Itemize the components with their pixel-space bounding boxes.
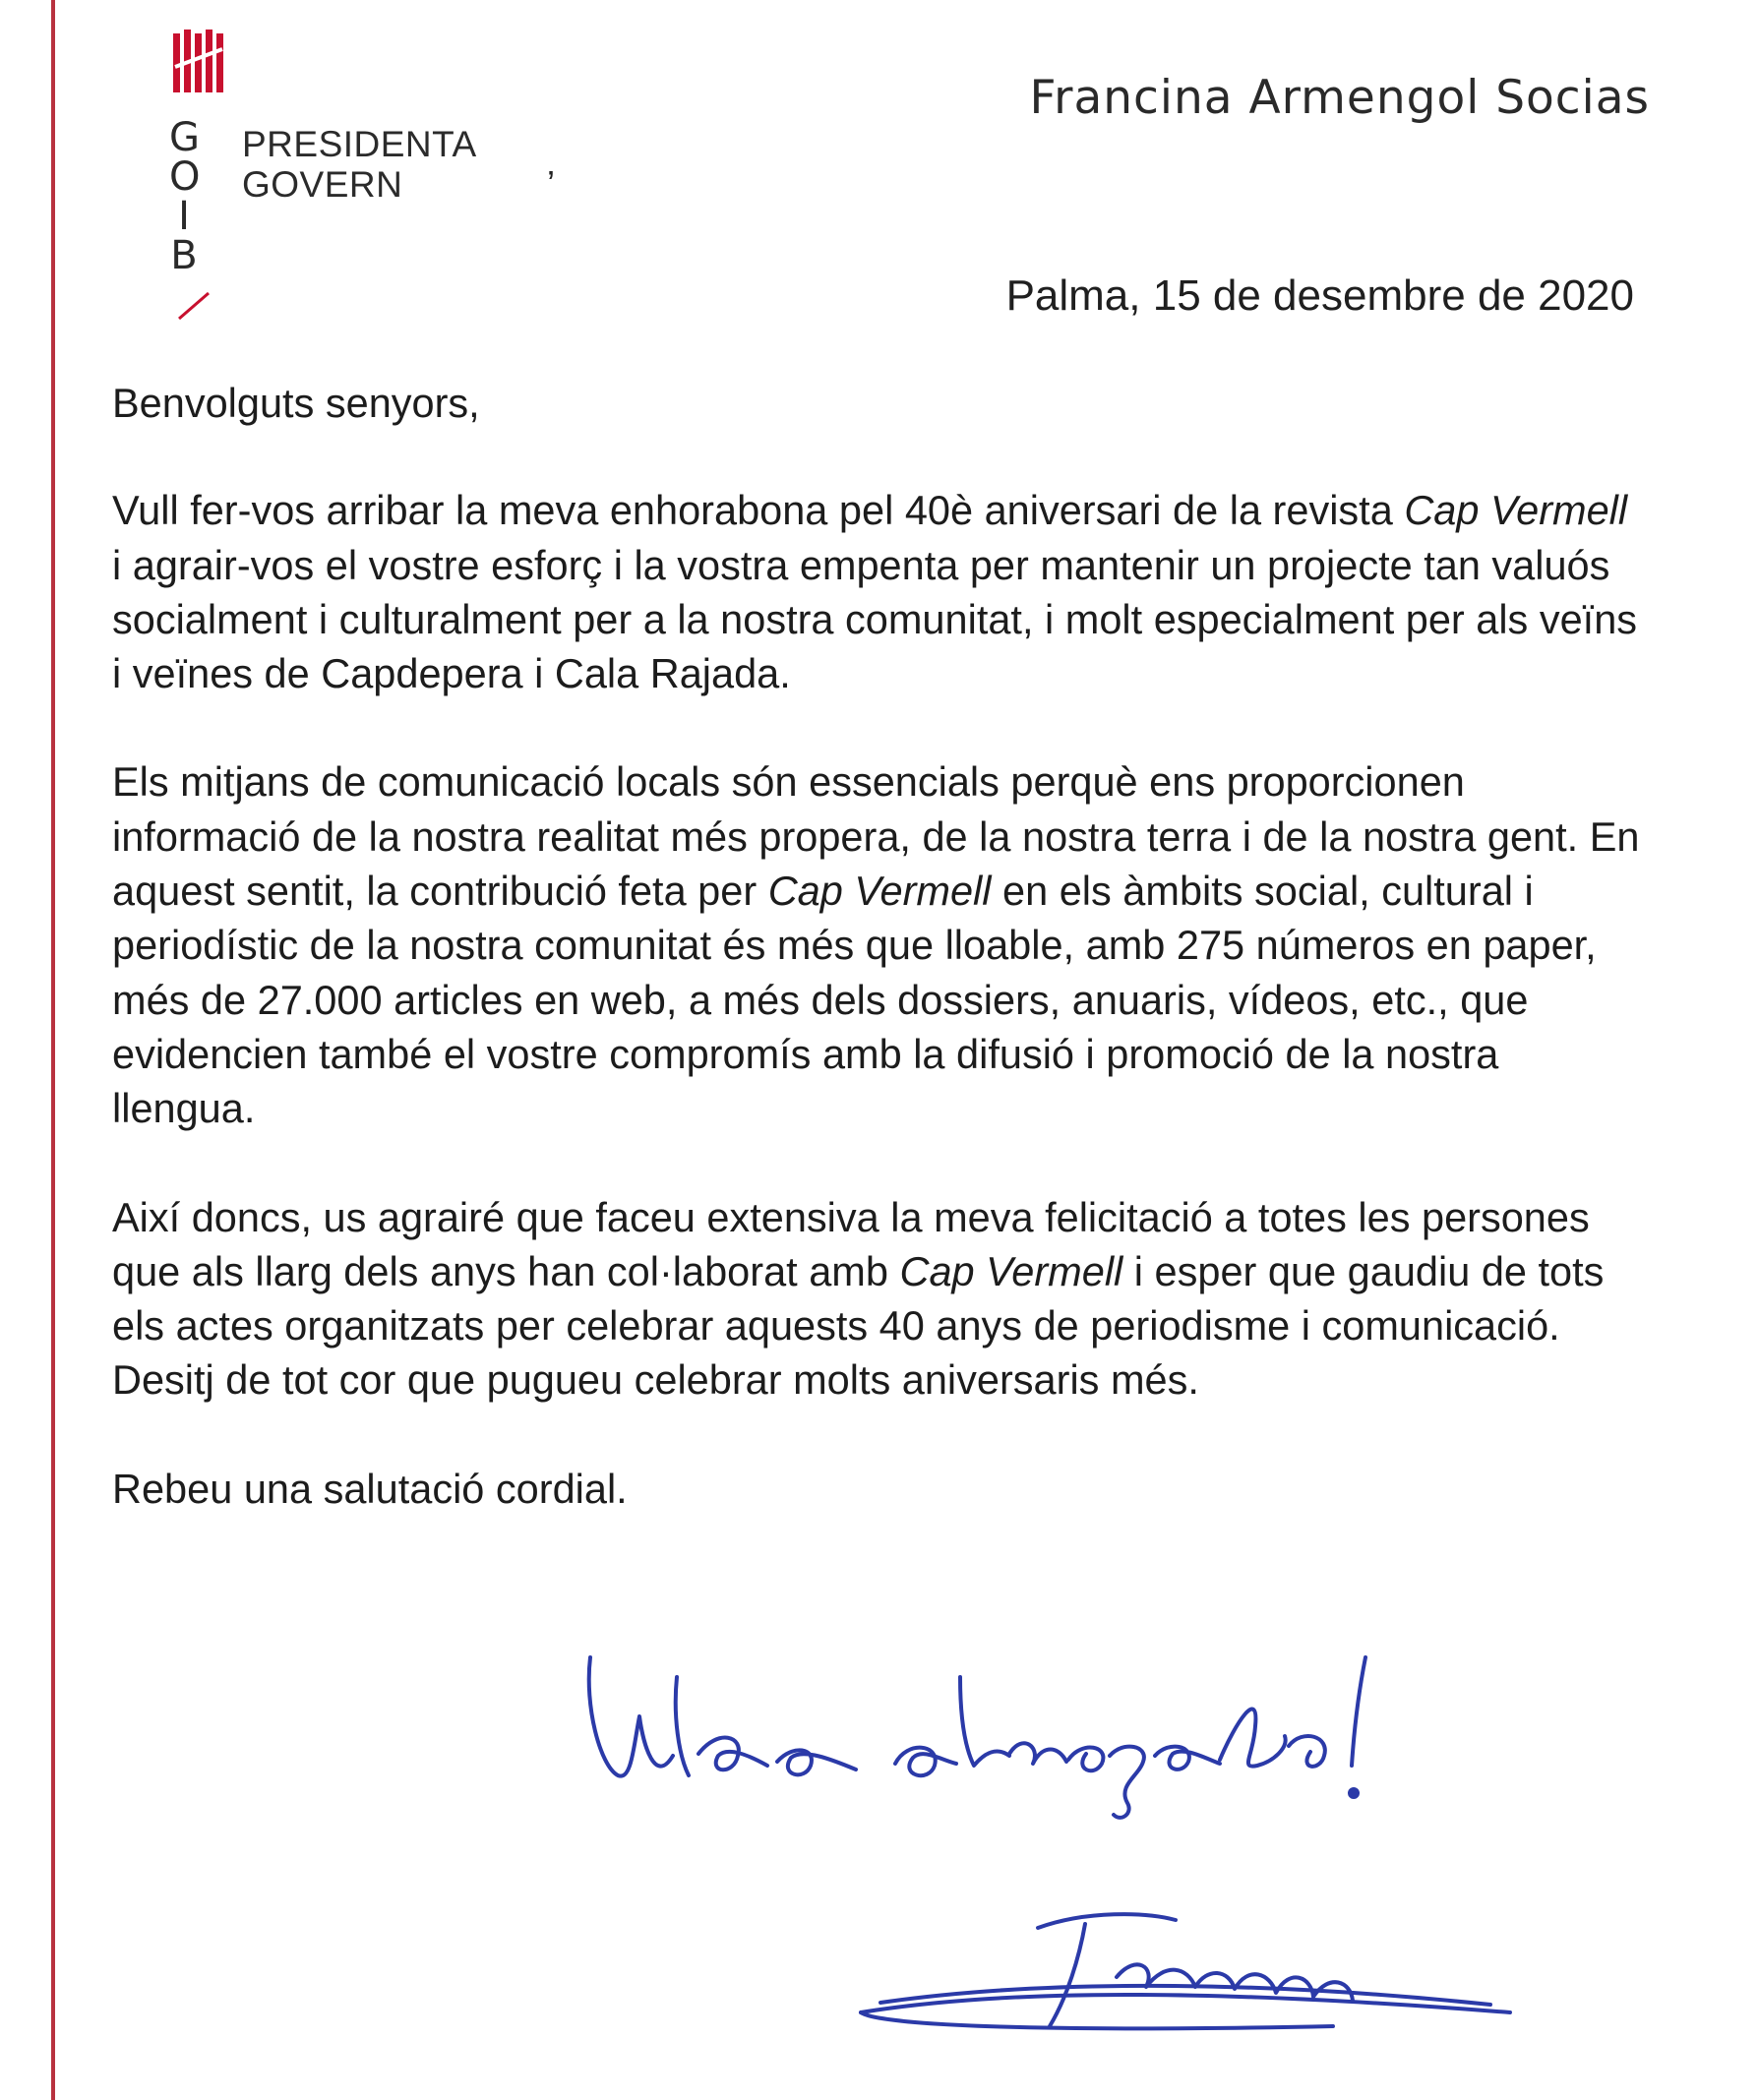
red-slash-icon: [177, 291, 211, 321]
greeting: Benvolguts senyors,: [112, 380, 480, 426]
logo-letter-i: I: [178, 194, 190, 239]
letterhead-title: [242, 124, 477, 205]
letter-date: Palma, 15 de desembre de 2020: [1005, 271, 1634, 320]
logo-letter-b: B: [170, 233, 198, 278]
closing: Rebeu una salutació cordial.: [112, 1465, 628, 1512]
signature: [821, 1898, 1559, 2056]
paragraph-2-text-a: Els mitjans de comunicació locals són essencials perquè ens proporcionen informació de la nostra realitat més propera, de la nostra terra i de la nostra gent. En aquest sentit, la contribució feta per: [112, 758, 1640, 915]
paragraph-3-text-a: Així doncs, us agrairé que faceu extensiva la meva felicitació a totes les persones que als llarg dels anys han col·laborat amb: [112, 1193, 1590, 1294]
letterhead-title-line1: PRESIDENTA: [242, 124, 477, 164]
paragraph-3: [112, 1190, 1647, 1408]
letterhead-title-line2: GOVERN: [242, 164, 403, 205]
sender-name: Francina Armengol Socias: [1029, 71, 1650, 125]
logo-letter-g: G: [169, 115, 200, 160]
paragraph-3-text-b: i esper que gaudiu de tots els actes organitzats per celebrar aquests 40 anys de periodisme i comunicació. Desitj de tot cor que pugueu celebrar molts aniversaris més.: [112, 1247, 1605, 1404]
paragraph-1: [112, 483, 1647, 700]
paragraph-1-text-a: Vull fer-vos arribar la meva enhorabona pel 40è aniversari de la revista: [112, 487, 1405, 534]
stray-apostrophe-mark: ’: [547, 163, 555, 204]
margin-line: [51, 0, 55, 2100]
magazine-title: Cap Vermell: [767, 868, 992, 915]
handwritten-note: [571, 1638, 1436, 1834]
letterhead-logo: [169, 28, 494, 323]
paragraph-2: [112, 754, 1647, 1135]
paragraph-2-text-b: en els àmbits social, cultural i periodístic de la nostra comunitat és més que lloable, amb 275 números en paper, més de 27.000 articles en web, a més dels dossiers, anuaris, vídeos, etc., que evidencien també el vostre compromís amb la difusió i promoció de la nostra llengua.: [112, 868, 1597, 1132]
logo-letter-o: O: [169, 154, 201, 200]
coat-of-arms-icon: [171, 28, 226, 98]
magazine-title: Cap Vermell: [899, 1247, 1123, 1294]
paragraph-1-text-b: i agrair-vos el vostre esforç i la vostra empenta per mantenir un projecte tan valuós socialment i culturalment per a la nostra comunitat, i molt especialment per als veïns i veïnes de Capdepera i Cala Rajada.: [112, 541, 1638, 697]
goib-vertical-letters: [169, 115, 228, 278]
letter-body: [112, 376, 1647, 1570]
magazine-title: Cap Vermell: [1404, 487, 1628, 534]
